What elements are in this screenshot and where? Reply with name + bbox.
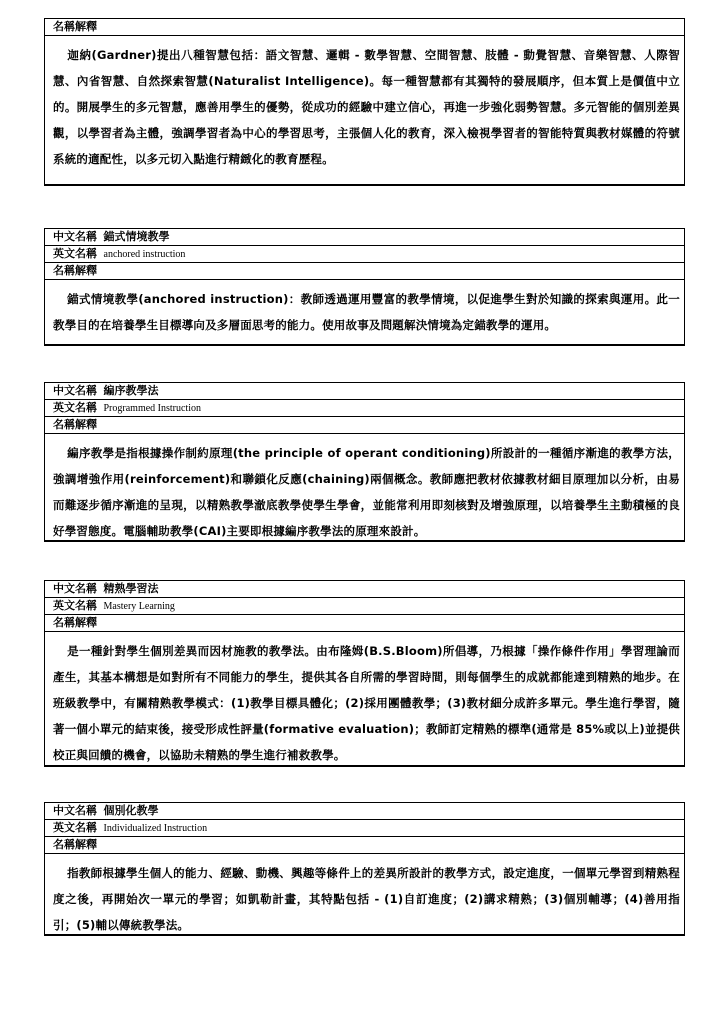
english-name-row [45, 820, 684, 837]
english-name-row [45, 246, 684, 263]
english-name-label: 英文名稱 [53, 247, 97, 260]
chinese-name-value: 編序教學法 [103, 384, 159, 397]
explanation-text: 編序教學是指根據操作制約原理(the principle of operant conditioning)所設計的一種循序漸進的教學方法，強調增強作用(reinforcement)和聯鎖化反應(chaining)兩個概念。教師應把教材依據教材細目原理加以分析，由易而難逐步循序漸進的呈現，以精熟教學澈底教學使學生學會，並能常利用即刻核對及增強原理，以培養學生主動積極的良好學習態度。電腦輔助教學(CAI)主要即根據編序教學法的原理來設計。 [53, 446, 680, 538]
english-name-row [45, 598, 684, 615]
explanation-label-row [45, 615, 684, 632]
explanation-text: 指教師根據學生個人的能力、經驗、動機、興趣等條件上的差異所設計的教學方式，設定進度，一個單元學習到精熟程度之後，再開始次一單元的學習；如凱勒計畫，其特點包括 - (1)自訂進度；(2)講求精熟；(3)個別輔導；(4)善用指引；(5)輔以傳統教學法。 [53, 866, 680, 932]
chinese-name-value: 錨式情境教學 [103, 230, 170, 243]
chinese-name-label: 中文名稱 [53, 582, 97, 595]
english-name-label: 英文名稱 [53, 401, 97, 414]
chinese-name-row [45, 383, 684, 400]
explanation-label: 名稱解釋 [53, 264, 97, 277]
explanation-label-row [45, 837, 684, 854]
explanation-text: 是一種針對學生個別差異而因材施教的教學法。由布隆姆(B.S.Bloom)所倡導，乃根據「操作條件作用」學習理論而產生，其基本構想是如對所有不同能力的學生，提供其各自所需的學習時間，則每個學生的成就都能達到精熟的地步。在班級教學中，有關精熟教學模式：(1)教學目標具體化；(2)採用團體教學；(3)教材細分成許多單元。學生進行學習，隨著一個小單元的結束後，接受形成性評量(formative evaluation)；教師訂定精熟的標準(通常是 85%或以上)並提供校正與回饋的機會，以協助未精熟的學生進行補救教學。 [53, 644, 680, 762]
explanation-label: 名稱解釋 [53, 616, 97, 629]
english-name-value: Programmed Instruction [103, 403, 201, 414]
chinese-name-label: 中文名稱 [53, 230, 97, 243]
english-name-label: 英文名稱 [53, 599, 97, 612]
english-name-value: Individualized Instruction [103, 823, 208, 834]
glossary-entry-individualized-instruction [44, 802, 685, 936]
explanation-label-row [45, 19, 684, 36]
explanation-label: 名稱解釋 [53, 838, 97, 851]
explanation-label: 名稱解釋 [53, 418, 97, 431]
explanation-label-row [45, 417, 684, 434]
chinese-name-row [45, 229, 684, 246]
explanation-label: 名稱解釋 [53, 20, 97, 33]
chinese-name-row [45, 803, 684, 820]
english-name-row [45, 400, 684, 417]
chinese-name-label: 中文名稱 [53, 804, 97, 817]
chinese-name-value: 精熟學習法 [103, 582, 159, 595]
english-name-value: Mastery Learning [103, 601, 175, 612]
glossary-entry-anchored-instruction [44, 228, 685, 346]
explanation-text: 錨式情境教學(anchored instruction)：教師透過運用豐富的教學情境，以促進學生對於知識的探索與運用。此一教學目的在培養學生目標導向及多層面思考的能力。使用故事及問題解決情境為定錨教學的運用。 [53, 292, 680, 332]
english-name-value: anchored instruction [103, 249, 186, 260]
glossary-entry-mastery-learning [44, 580, 685, 767]
explanation-text: 迦納(Gardner)提出八種智慧包括：語文智慧、邏輯 - 數學智慧、空間智慧、肢體 - 動覺智慧、音樂智慧、人際智慧、內省智慧、自然探索智慧(Naturalist Intelligence)。每一種智慧都有其獨特的發展順序，但本質上是價值中立的。開展學生的多元智慧，應善用學生的優勢，從成功的經驗中建立信心，再進一步強化弱勢智慧。多元智能的個別差異觀，以學習者為主體，強調學習者為中心的學習思考，主張個人化的教育，深入檢視學習者的智能特質與教材媒體的符號系統的適配性，以多元切入點進行精緻化的教育歷程。 [53, 48, 680, 166]
explanation-label-row [45, 263, 684, 280]
english-name-label: 英文名稱 [53, 821, 97, 834]
glossary-entry-multiple-intelligences [44, 18, 685, 186]
chinese-name-value: 個別化教學 [103, 804, 159, 817]
chinese-name-row [45, 581, 684, 598]
glossary-entry-programmed-instruction [44, 382, 685, 542]
chinese-name-label: 中文名稱 [53, 384, 97, 397]
